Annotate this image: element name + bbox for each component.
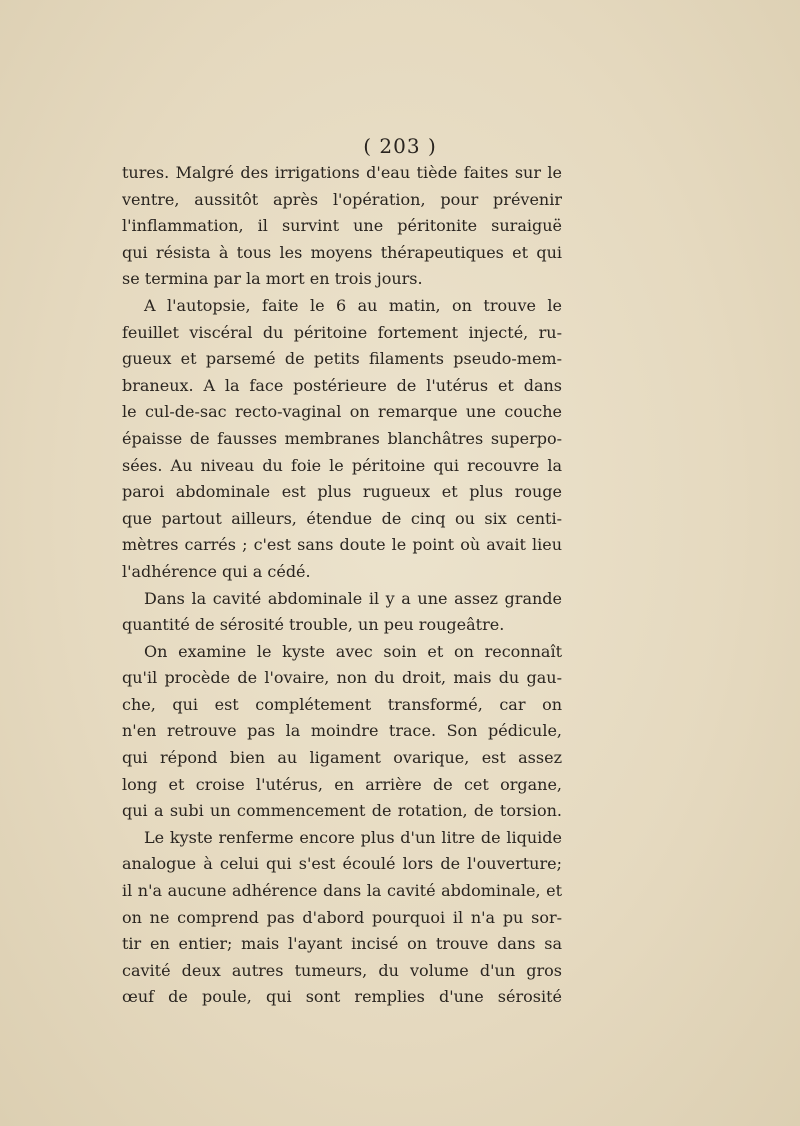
text-line: l'inflammation, il survint une péritonite suraiguë xyxy=(122,216,562,236)
text-line: tures. Malgré des irrigations d'eau tiède faites sur le xyxy=(122,163,562,182)
text-line: œuf de poule, qui sont remplies d'une sérosité xyxy=(122,987,562,1007)
text-line: que partout ailleurs, étendue de cinq ou six centi- xyxy=(122,508,562,528)
text-line: qui répond bien au ligament ovarique, est assez xyxy=(122,748,562,768)
text-line: se termina par la mort en trois jours. xyxy=(122,269,423,289)
text-line: che, qui est complétement transformé, car on xyxy=(122,694,562,714)
text-line: tir en entier; mais l'ayant incisé on trouve dans sa xyxy=(122,934,562,954)
page-number: ( 203 ) xyxy=(363,134,437,158)
text-line: qui résista à tous les moyens thérapeutiques et qui xyxy=(122,242,562,262)
text-line: il n'a aucune adhérence dans la cavité abdominale, et xyxy=(122,881,562,901)
text-line: Dans la cavité abdominale il y a une assez grande xyxy=(144,588,562,608)
text-line: A l'autopsie, faite le 6 au matin, on trouve le xyxy=(144,295,562,315)
text-line: le cul-de-sac recto-vaginal on remarque une couche xyxy=(122,402,562,422)
text-line: long et croise l'utérus, en arrière de cet organe, xyxy=(122,774,562,794)
text-line: braneux. A la face postérieure de l'utérus et dans xyxy=(122,375,562,395)
text-line: paroi abdominale est plus rugueux et plus rouge xyxy=(122,482,562,502)
text-line: ventre, aussitôt après l'opération, pour prévenir xyxy=(122,189,562,209)
text-line: feuillet viscéral du péritoine fortement injecté, ru- xyxy=(122,322,562,342)
text-line: mètres carrés ; c'est sans doute le point où avait lieu xyxy=(122,535,562,555)
text-line: qui a subi un commencement de rotation, de torsion. xyxy=(122,801,562,821)
text-line: On examine le kyste avec soin et on reconnaît xyxy=(144,641,562,661)
text-line: n'en retrouve pas la moindre trace. Son pédicule, xyxy=(122,721,562,741)
body-text xyxy=(122,160,562,1011)
text-line: gueux et parsemé de petits filaments pseudo-mem- xyxy=(122,349,562,369)
text-line: sées. Au niveau du foie le péritoine qui recouvre la xyxy=(122,455,562,475)
text-line: analogue à celui qui s'est écoulé lors de l'ouverture; xyxy=(122,854,562,874)
text-line: cavité deux autres tumeurs, du volume d'un gros xyxy=(122,960,562,980)
text-line: qu'il procède de l'ovaire, non du droit, mais du gau- xyxy=(122,668,562,688)
text-line: l'adhérence qui a cédé. xyxy=(122,561,311,581)
text-line: Le kyste renferme encore plus d'un litre de liquide xyxy=(144,827,562,847)
text-line: quantité de sérosité trouble, un peu rougeâtre. xyxy=(122,615,505,635)
text-line: on ne comprend pas d'abord pourquoi il n'a pu sor- xyxy=(122,907,562,927)
text-line: épaisse de fausses membranes blanchâtres superpo- xyxy=(122,428,562,448)
